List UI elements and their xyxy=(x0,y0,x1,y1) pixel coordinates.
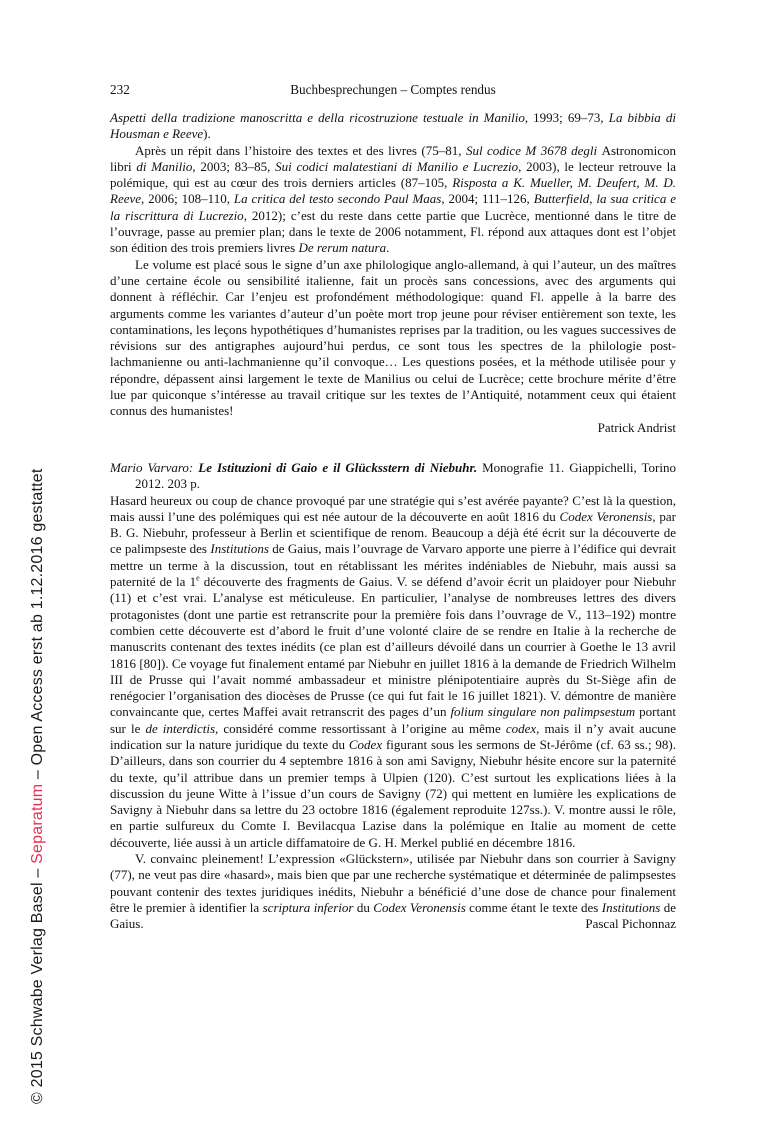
text-run: de interdictis xyxy=(145,720,216,736)
text-run: figurant sous les sermons de St-Jérôme (cf. 63 ss.; 98). D’ailleurs, dans son courrier du 4 septembre 1816 à son ami Savigny, Niebuhr hésite encore sur la paternité du texte, qu’il attribue dans un premier temps à Ulpien (120). C’est surtout les explications liées à la discussion du jeune Witte à l’issue d’un cours de Savigny (72) qui mettent en lumière les explications de Savigny à Niebuhr dans sa lettre du 23 octobre 1816 (également reproduite 127ss.). V. montre aussi le rôle, en partie sulfureux du Comte I. Bevilacqua Lazise dans la polémique en Italie au moment de cette découverte, liée aussi à un article diffamatoire de G. H. Merkel publié en décembre 1816. xyxy=(110,736,677,850)
review-heading xyxy=(110,460,676,493)
paragraph xyxy=(110,257,676,420)
text-run: Après un répit dans l’histoire des textes et des livres (75–81, xyxy=(135,142,466,158)
text-run: de Gaius, mais l’ouvrage de Varvaro apporte une pierre à l’édifice qui devrait mettre un terme à la discussion, tout en rétablissant les mérites indéniables de Niebuhr, mais aussi sa paternité de la 1 xyxy=(110,541,676,590)
review-text xyxy=(110,110,676,933)
copyright-notice: © 2015 Schwabe Verlag Basel – xyxy=(29,863,46,1104)
page-header xyxy=(110,82,676,98)
text-run: . xyxy=(386,240,390,256)
text-run: Codex Veronensis xyxy=(373,899,466,915)
text-run: De rerum natura xyxy=(298,240,387,256)
text-run: du xyxy=(353,899,374,915)
text-run: Institutions xyxy=(601,899,661,915)
text-run: Le volume est placé sous le signe d’un axe philologique anglo-allemand, à qui l’auteur, un des maîtres d’une certaine école ou sensibilité italienne, fait un procès sans concessions, avec des arguments qui donnent à réfléchir. Car l’enjeu est profondément méthodologique: quand Fl. appelle à la barre des arguments comme les variantes d’auteur d’un poète mort trop jeune pour réviser entièrement son texte, les contaminations, les leçons hypothétiques d’humanistes reprises par la tradition, ou les vagues successives de révisions sur des antigraphes aujourd’hui perdus, ce sont tous les spectres de la philologie post-lachmanienne ou anti-lachmanienne qu’il convoque… Les questions posées, et la méthode utilisée pour y répondre, dépassent ainsi largement le texte de Manilius ou celui de Lucrèce; cette brochure mérite d’être lue par quiconque s’intéresse au travail critique sur les textes de l’Antiquité, notamment ceux qui étaient connus des humanistes! xyxy=(110,256,676,419)
text-run: Astronomicon libri xyxy=(110,142,676,174)
text-run: Butterfield, la sua critica e la riscrittura di Lucrezio xyxy=(110,191,676,223)
text-run: codex xyxy=(505,720,537,736)
running-title: Buchbesprechungen – Comptes rendus xyxy=(290,82,496,97)
text-run: Sul codice M 3678 degli xyxy=(465,142,602,158)
reviewer-signature: Pascal Pichonnaz xyxy=(585,916,676,932)
paragraph xyxy=(110,143,676,257)
text-run: comme étant le texte des xyxy=(465,899,602,915)
text-run: Mario Varvaro: xyxy=(110,459,199,475)
text-run: folium singulare non palimpsestum xyxy=(450,704,636,720)
paragraph xyxy=(110,493,676,852)
sidebar-imprint xyxy=(29,468,47,1104)
text-run: , 2003; 83–85, xyxy=(192,158,276,174)
section-gap xyxy=(110,436,676,460)
text-run: Codex Veronensis xyxy=(559,508,653,524)
text-run: V. convainc pleinement! L’expression «Glückstern», utilisée par Niebuhr dans son courrier à Savigny (77), ne veut pas dire «hasard», mais bien que par une recherche systématique et déterminée de palimpsestes pouvant contenir des textes juridiques inédits, Niebuhr a bénéficié d’une dose de chance pour finalement être le premier à identifier la xyxy=(110,851,676,915)
text-run: Monografie 11. Giappichelli, Torino 2012. 203 p. xyxy=(135,459,676,492)
text-run: de Gaius. xyxy=(110,899,677,932)
text-run: , mais il n’y avait aucune indication sur la nature juridique du texte du xyxy=(110,720,676,752)
text-run: , considéré comme ressortissant à l’origine au même xyxy=(215,720,506,736)
text-run: La critica del testo secondo Paul Maas xyxy=(233,191,442,207)
text-run: portant sur le xyxy=(110,704,676,736)
text-run: e xyxy=(196,573,200,583)
text-run: ). xyxy=(203,126,211,142)
text-run: , 2012); c’est du reste dans cette partie que Lucrèce, mentionné dans le titre de l’ouvrage, passe au premier plan; dans le texte de 2006 notamment, Fl. répond aux attaques dont est l’objet son édition des trois premiers livres xyxy=(110,207,676,256)
text-run: Codex xyxy=(348,736,383,752)
text-column xyxy=(110,82,676,933)
text-run: Risposta a K. Mueller, M. Deufert, M. D. Reeve xyxy=(110,175,677,207)
text-run: Sui codici malatestiani di Manilio e Lucrezio xyxy=(275,158,519,174)
text-run: , 2003), le lecteur retrouve la polémique, qui est au cœur des trois derniers articles (87–105, xyxy=(110,158,677,191)
text-run: , 2004; 111–126, xyxy=(441,191,534,207)
text-run: Aspetti della tradizione manoscritta e della ricostruzione testuale in Manilio xyxy=(110,110,525,125)
reviewer-signature: Patrick Andrist xyxy=(597,419,676,435)
paragraph xyxy=(110,110,676,143)
text-run: Le Istituzioni di Gaio e il Glücksstern di Niebuhr. xyxy=(198,459,478,475)
text-run: , par B. G. Niebuhr, professeur à Berlin et scientifique de renom. Beaucoup a déjà été écrit sur la découverte de ce palimpseste des xyxy=(110,508,676,557)
text-run: , 2006; 108–110, xyxy=(141,191,234,207)
text-run: di Manilio xyxy=(131,158,193,174)
text-run: La bibbia di Housman e Reeve xyxy=(110,110,676,142)
open-access-notice: – Open Access erst ab 1.12.2016 gestattet xyxy=(29,468,46,784)
text-run: Institutions xyxy=(210,541,269,557)
page-number: 232 xyxy=(110,82,130,97)
text-run: scriptura inferior xyxy=(262,899,354,915)
separatum-label: Separatum xyxy=(29,783,46,864)
text-run: , 1993; 69–73, xyxy=(524,110,609,125)
text-run: Hasard heureux ou coup de chance provoqué par une stratégie qui s’est avérée payante? C’est là la question, mais aussi l’une des polémiques qui est née autour de la découverte en août 1816 du xyxy=(110,492,676,524)
text-run: découverte des fragments de Gaius. V. se défend d’avoir écrit un plaidoyer pour Niebuhr (11) et c’est vrai. L’analyse est méticuleuse. En particulier, l’analyse de nombreuses lettres des divers protagonistes (dont une partie est retranscrite pour la première fois dans l’ouvrage de V., 113–192) montre combien cette découverte est d’abord le fruit d’une volonté claire de se rendre en Italie à la recherche de manuscrits contenant des textes inédits (ce plan est d’ailleurs dévoilé dans un courrier à Goethe le 13 avril 1816 [80]). Ce voyage fut finalement entamé par Niebuhr en juillet 1816 à la demande de Friedrich Wilhelm III de Prusse qui l’avait nommé ambassadeur et ministre plénipotentiaire auprès du St-Siège afin de renégocier l’organisation des diocèses de Prusse (ce qui fut fait le 16 juillet 1821). V. démontre de manière convaincante que, certes Maffei avait retranscrit des pages d’un xyxy=(110,574,676,720)
